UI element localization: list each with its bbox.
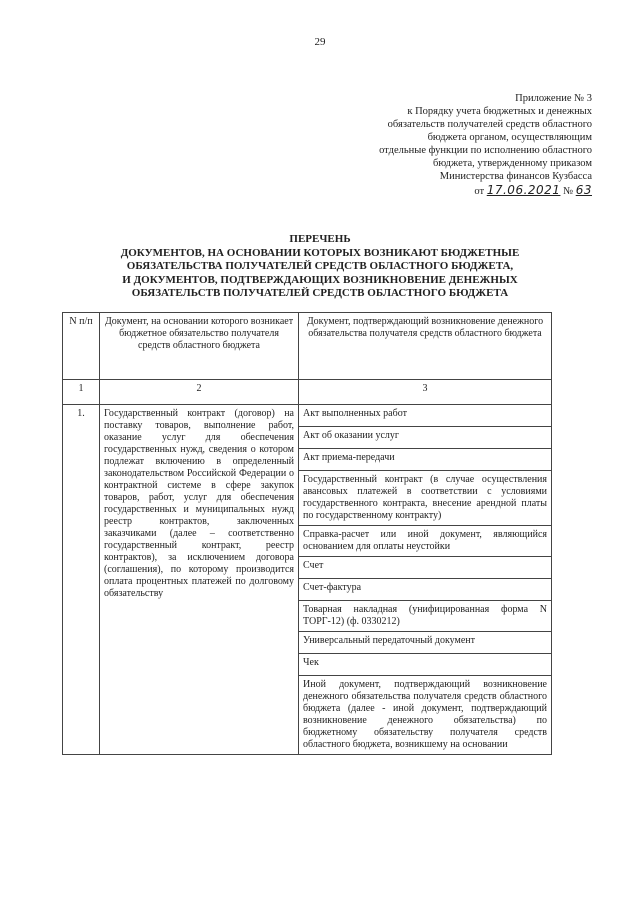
- appendix-line: отдельные функции по исполнению областного: [379, 145, 592, 156]
- list-item: Товарная накладная (унифицированная форма N ТОРГ-12) (ф. 0330212): [299, 601, 551, 632]
- appendix-line: Приложение № 3: [515, 93, 592, 104]
- list-item: Универсальный передаточный документ: [299, 632, 551, 654]
- order-number: 63: [575, 183, 592, 197]
- title-line: ДОКУМЕНТОВ, НА ОСНОВАНИИ КОТОРЫХ ВОЗНИКАЮТ БЮДЖЕТНЫЕ: [120, 246, 520, 259]
- row-description: Государственный контракт (договор) на поставку товаров, выполнение работ, оказание услуг для обеспечения государственных нужд, сведения о котором подлежат включению в определенный законодательством Российской Федерации о контрактной системе в сфере закупок товаров, работ, услуг для обеспечения государственных и муниципальных нужд реестр контрактов, заключенных заказчиками (далее – соответственно государственный контракт, реестр контрактов), за исключением договора (соглашения), по которому производится оплата процентных платежей по долговому обязательству: [100, 405, 299, 755]
- list-item: Акт выполненных работ: [299, 405, 551, 427]
- document-title: [60, 233, 580, 301]
- row-number: 1.: [63, 405, 100, 755]
- page-number: 29: [314, 36, 326, 48]
- list-item: Государственный контракт (в случае осуществления авансовых платежей в соответствии с условиями государственного контракта, внесение арендной платы по государственному контракту): [299, 471, 551, 526]
- title-line: И ДОКУМЕНТОВ, ПОДТВЕРЖДАЮЩИХ ВОЗНИКНОВЕНИЕ ДЕНЕЖНЫХ: [122, 273, 518, 286]
- header-confirming-document: Документ, подтверждающий возникновение денежного обязательства получателя средств областного бюджета: [299, 313, 552, 380]
- list-item: Иной документ, подтверждающий возникновение денежного обязательства получателя средств областного бюджета (далее - иной документ, подтверждающий возникновение денежного обязательства) по бюджетному обязательству получателя средств областного бюджета, возникшему на основании: [303, 679, 547, 750]
- table-row: [63, 405, 552, 755]
- appendix-line: к Порядку учета бюджетных и денежных: [407, 106, 592, 117]
- order-date: 17.06.2021: [486, 183, 561, 197]
- list-item: Счет-фактура: [299, 579, 551, 601]
- table-header-row: [63, 313, 552, 380]
- appendix-line: обязательств получателей средств областного: [387, 119, 592, 130]
- column-number: 3: [299, 380, 552, 405]
- header-num: N п/п: [63, 313, 100, 380]
- appendix-block: [322, 92, 592, 198]
- date-prefix: от: [474, 186, 485, 197]
- title-line: ОБЯЗАТЕЛЬСТВА ПОЛУЧАТЕЛЕЙ СРЕДСТВ ОБЛАСТНОГО БЮДЖЕТА,: [126, 260, 514, 272]
- confirming-documents-list: [299, 405, 552, 755]
- number-prefix: №: [563, 186, 574, 197]
- appendix-line: бюджета, утвержденному приказом: [433, 158, 592, 169]
- header-basis-document: Документ, на основании которого возникает бюджетное обязательство получателя средств областного бюджета: [100, 313, 299, 380]
- list-item: Чек: [299, 654, 551, 676]
- column-number: 1: [63, 380, 100, 405]
- list-item: Акт об оказании услуг: [299, 427, 551, 449]
- appendix-line: Министерства финансов Кузбасса: [439, 171, 592, 182]
- column-number-row: [63, 380, 552, 405]
- list-item: Акт приема-передачи: [299, 449, 551, 471]
- list-item: Справка-расчет или иной документ, являющийся основанием для оплаты неустойки: [299, 526, 551, 557]
- title-line: ОБЯЗАТЕЛЬСТВ ПОЛУЧАТЕЛЕЙ СРЕДСТВ ОБЛАСТНОГО БЮДЖЕТА: [131, 287, 509, 299]
- column-number: 2: [100, 380, 299, 405]
- documents-table: [62, 312, 552, 755]
- appendix-line: бюджета органом, осуществляющим: [427, 132, 592, 143]
- list-item: Счет: [299, 557, 551, 579]
- title-line: ПЕРЕЧЕНЬ: [289, 233, 351, 245]
- order-date-line: [322, 184, 592, 198]
